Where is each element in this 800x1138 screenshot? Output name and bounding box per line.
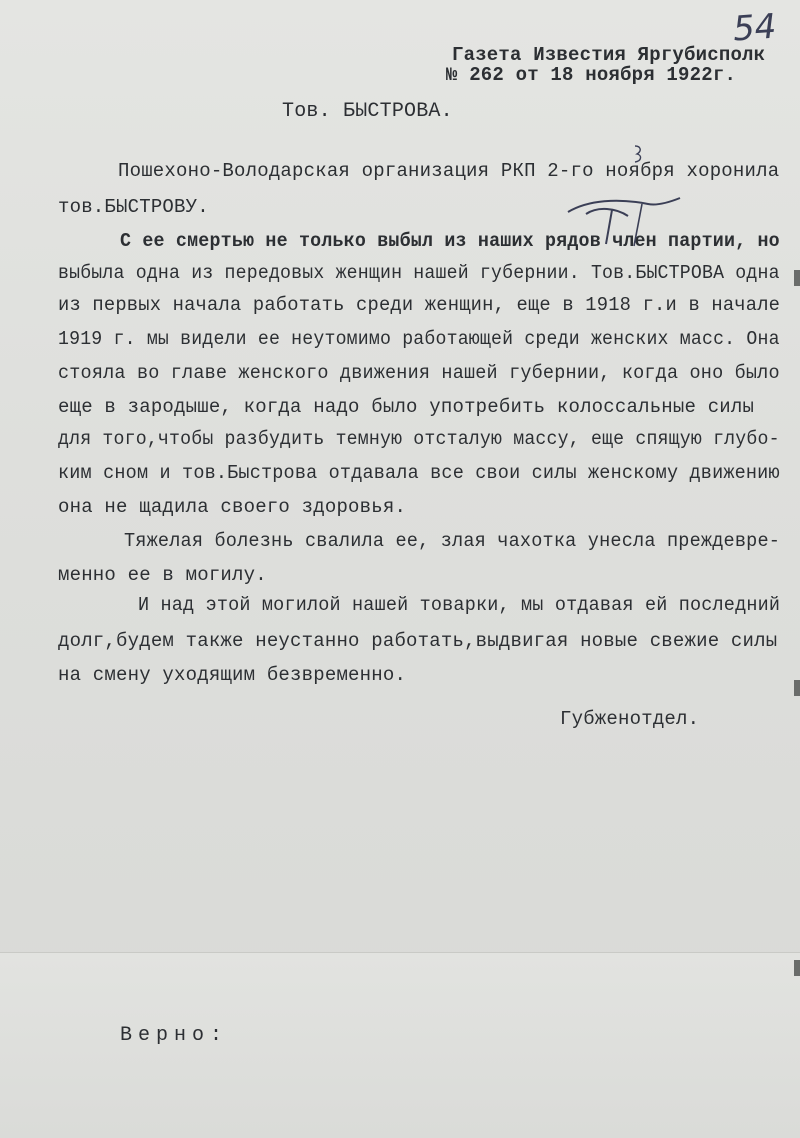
paragraph-2-line: С ее смертью не только выбыл из наших рядов член партии, но [120,230,780,252]
paragraph-2-line: стояла во главе женского движения нашей губернии, когда оно было [58,362,780,384]
paragraph-4-line: долг,будем также неустанно работать,выдвигая новые свежие силы [58,630,778,652]
archive-page-number: 54 [731,6,778,50]
document-title: Тов. БЫСТРОВА. [282,100,453,123]
binding-margin [790,260,800,980]
source-issue: № 262 от 18 ноября 1922г. [446,64,737,86]
paragraph-4-line: И над этой могилой нашей товарки, мы отдавая ей последний [138,594,781,616]
paragraph-4-line: на смену уходящим безвременно. [58,664,407,686]
paragraph-3-line: менно ее в могилу. [58,564,267,586]
certification-label: Верно: [120,1024,229,1047]
paragraph-2-line: для того,чтобы разбудить темную отсталую массу, еще спящую глубо- [58,428,780,450]
source-newspaper: Газета Известия Яргубисполк [452,44,766,66]
paragraph-3-line: Тяжелая болезнь свалила ее, злая чахотка унесла преждевре- [124,530,781,552]
paragraph-2-line: выбыла одна из передовых женщин нашей губернии. Тов.БЫСТРОВА одна [58,262,780,284]
signature: Губженотдел. [560,708,700,730]
handwritten-strikeout-mark [558,192,688,252]
handwritten-correction-mark [632,144,646,164]
paragraph-1-line: Пошехоно-Володарская организация РКП 2-го ноября хоронила [118,160,780,182]
paragraph-1-line: тов.БЫСТРОВУ. [58,196,209,218]
paragraph-2-line: ким сном и тов.Быстрова отдавала все свои силы женскому движению [58,462,780,484]
paragraph-2-line: еще в зародыше, когда надо было употребить колоссальные силы [58,396,755,418]
paragraph-2-line: 1919 г. мы видели ее неутомимо работающей среди женских масс. Она [58,328,780,350]
paragraph-2-line: она не щадила своего здоровья. [58,496,407,518]
paragraph-2-line: из первых начала работать среди женщин, еще в 1918 г.и в начале [58,294,781,316]
